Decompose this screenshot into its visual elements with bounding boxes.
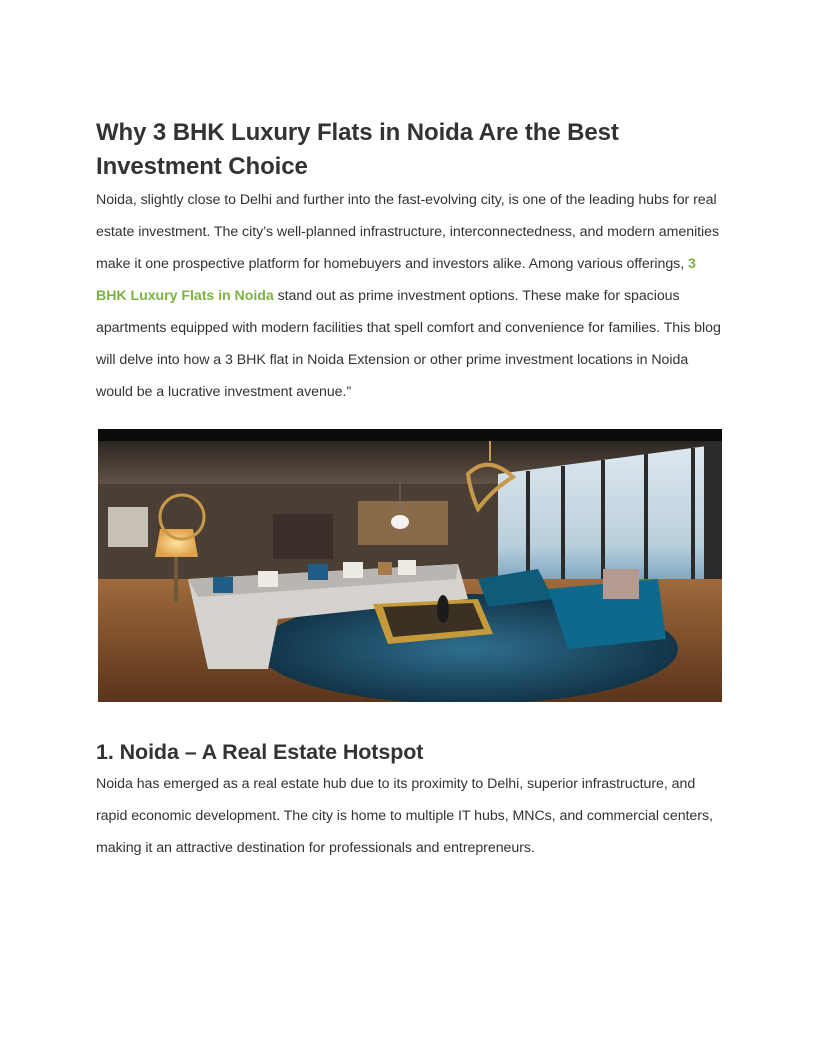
living-room-image (98, 429, 722, 702)
article (96, 116, 724, 864)
intro-paragraph (96, 184, 724, 408)
article-title: Why 3 BHK Luxury Flats in Noida Are the Best Investment Choice (96, 119, 619, 180)
section-heading: 1. Noida – A Real Estate Hotspot (96, 740, 424, 764)
luxury-flats-link[interactable]: 3 BHK Luxury Flats in Noida (96, 256, 696, 304)
intro-text-end: stand out as prime investment options. These make for spacious apartments equipped with modern facilities that spell comfort and convenience for families. This blog will delve into how a 3 BHK flat in Noida Extension or other prime investment locations in Noida would be a lucrative investment avenue.” (96, 288, 721, 400)
intro-text-start: Noida, slightly close to Delhi and further into the fast-evolving city, is one of the leading hubs for real estate investment. The city’s well-planned infrastructure, interconnectedness, and modern amenities make it one prospective platform for homebuyers and investors alike. Among various offerings, (96, 192, 720, 272)
section-paragraph: Noida has emerged as a real estate hub due to its proximity to Delhi, superior infrastructure, and rapid economic development. The city is home to multiple IT hubs, MNCs, and commercial centers, making it an attractive destination for professionals and entrepreneurs. (96, 776, 713, 856)
